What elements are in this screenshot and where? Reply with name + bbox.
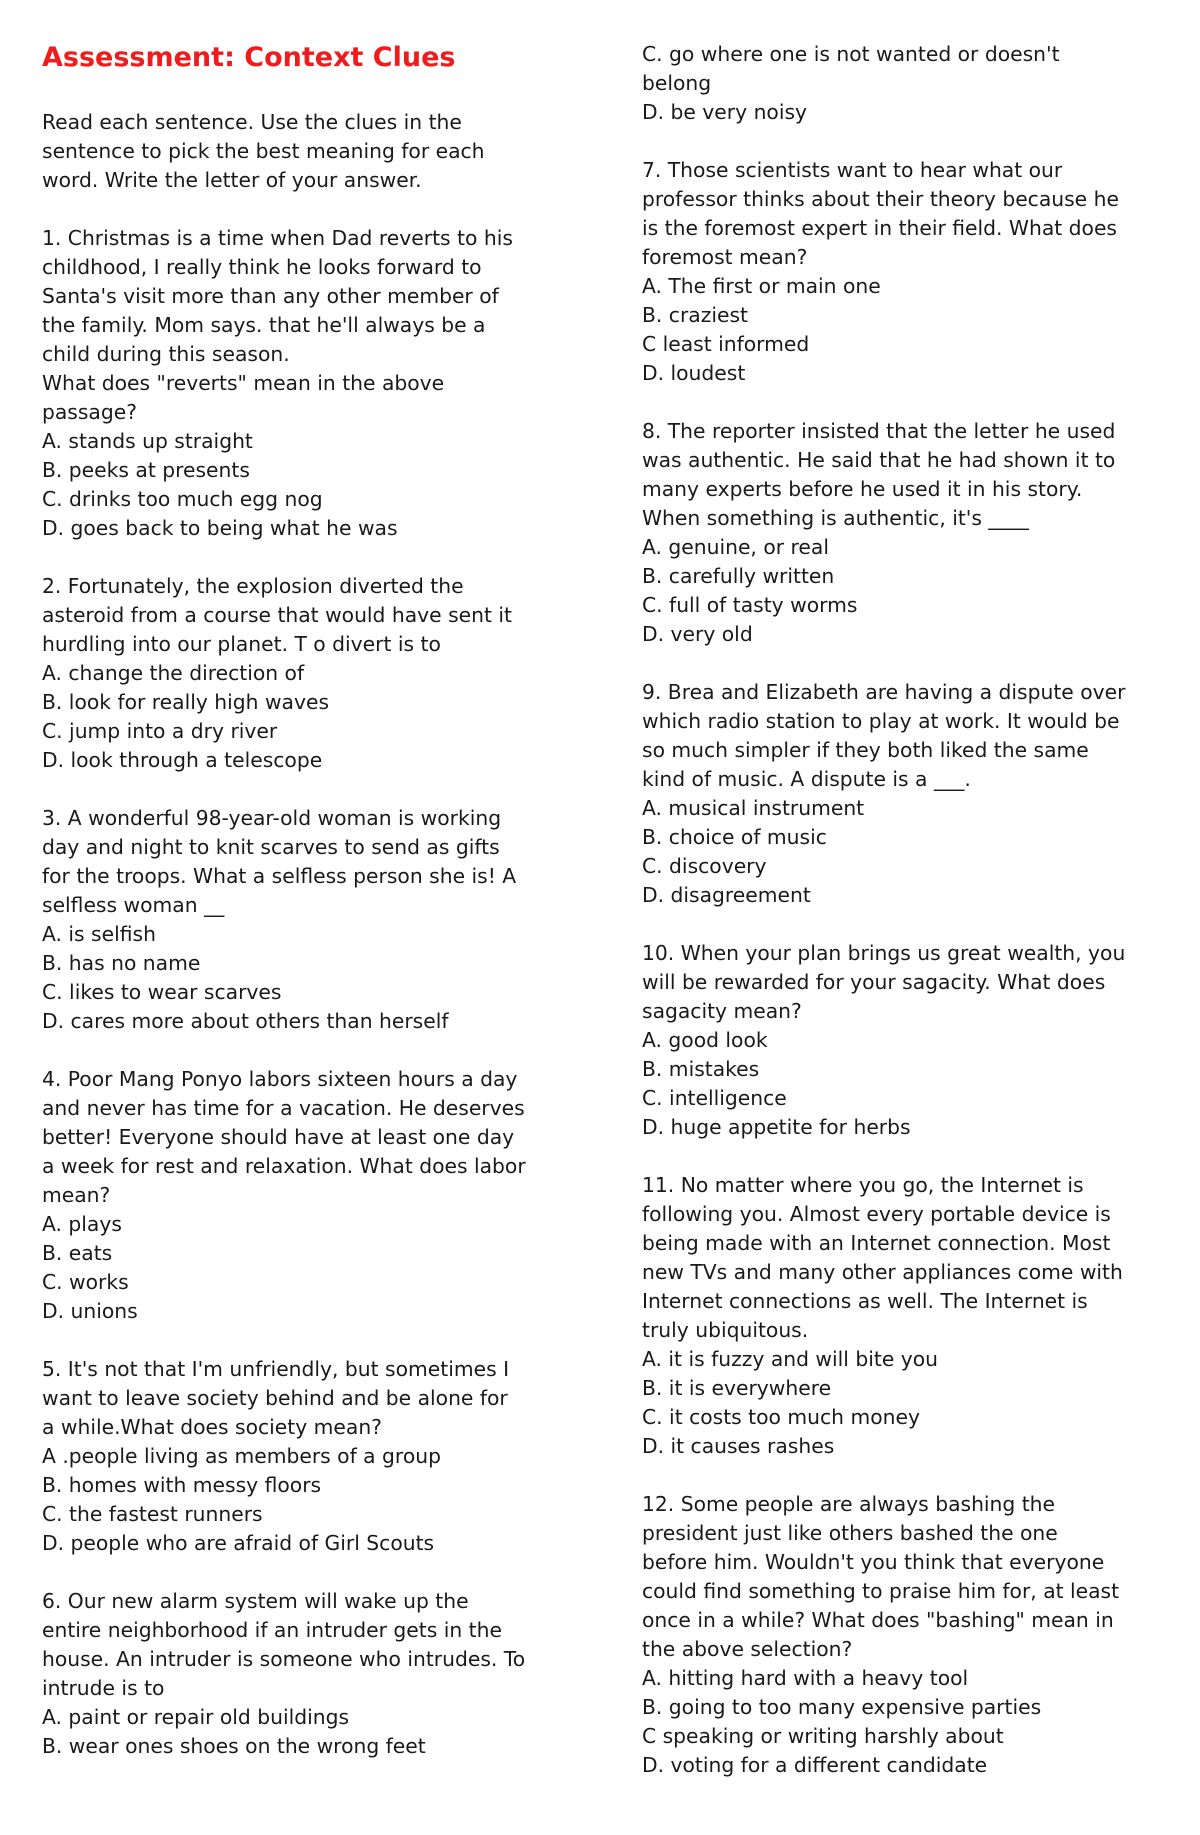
- question-text-line: is the foremost expert in their field. What does: [642, 216, 1117, 240]
- answer-option: D. be very noisy: [642, 100, 808, 124]
- question-text-line: a week for rest and relaxation. What does labor: [42, 1154, 526, 1178]
- question-text-line: which radio station to play at work. It would be: [642, 709, 1120, 733]
- instructions-line: word. Write the letter of your answer.: [42, 168, 422, 192]
- answer-option: D. disagreement: [642, 883, 811, 907]
- question-text-line: Internet connections as well. The Internet is: [642, 1289, 1088, 1313]
- question-text-line: and never has time for a vacation. He deserves: [42, 1096, 525, 1120]
- question-text-line: 12. Some people are always bashing the: [642, 1492, 1056, 1516]
- answer-option: B. craziest: [642, 303, 749, 327]
- answer-option: B. look for really high waves: [42, 690, 330, 714]
- question-text-line: could find something to praise him for, at least: [642, 1579, 1120, 1603]
- answer-option: A. stands up straight: [42, 429, 253, 453]
- question-text-line: so much simpler if they both liked the same: [642, 738, 1089, 762]
- question-text-line: will be rewarded for your sagacity. What does: [642, 970, 1106, 994]
- question-block: [42, 1587, 582, 1761]
- question-text-line: 4. Poor Mang Ponyo labors sixteen hours a day: [42, 1067, 518, 1091]
- right-question-list: [642, 40, 1167, 1780]
- question-block: [42, 224, 582, 543]
- left-question-list: [42, 224, 582, 1761]
- answer-option: A. The first or main one: [642, 274, 881, 298]
- answer-option: C. jump into a dry river: [42, 719, 278, 743]
- left-column: [42, 40, 582, 1761]
- question-text-line: following you. Almost every portable device is: [642, 1202, 1111, 1226]
- answer-option: A .people living as members of a group: [42, 1444, 441, 1468]
- question-text-line: kind of music. A dispute is a ___.: [642, 767, 971, 791]
- question-text-line: 6. Our new alarm system will wake up the: [42, 1589, 469, 1613]
- question-text-line: 3. A wonderful 98-year-old woman is working: [42, 806, 502, 830]
- question-text-line: once in a while? What does "bashing" mean in: [642, 1608, 1114, 1632]
- question-text-line: president just like others bashed the one: [642, 1521, 1058, 1545]
- answer-option: A. good look: [642, 1028, 768, 1052]
- question-text-line: hurdling into our planet. T o divert is to: [42, 632, 441, 656]
- question-text-line: better! Everyone should have at least one day: [42, 1125, 515, 1149]
- question-block: [642, 40, 1167, 127]
- answer-option: D. cares more about others than herself: [42, 1009, 449, 1033]
- answer-option: B. peeks at presents: [42, 458, 250, 482]
- question-text-line: the above selection?: [642, 1637, 853, 1661]
- question-text-line: new TVs and many other appliances come with: [642, 1260, 1123, 1284]
- answer-option: A. change the direction of: [42, 661, 305, 685]
- question-text-line: 8. The reporter insisted that the letter he used: [642, 419, 1116, 443]
- question-text-line: What does "reverts" mean in the above: [42, 371, 445, 395]
- answer-option: D. people who are afraid of Girl Scouts: [42, 1531, 435, 1555]
- question-text-line: 11. No matter where you go, the Internet is: [642, 1173, 1084, 1197]
- answer-option: C. discovery: [642, 854, 767, 878]
- answer-option: A. it is fuzzy and will bite you: [642, 1347, 939, 1371]
- answer-option: D. voting for a different candidate: [642, 1753, 988, 1777]
- question-text-line: 7. Those scientists want to hear what our: [642, 158, 1063, 182]
- answer-option: B. homes with messy floors: [42, 1473, 322, 1497]
- question-text-line: selfless woman __: [42, 893, 225, 917]
- answer-option: D. loudest: [642, 361, 746, 385]
- answer-option: D. it causes rashes: [642, 1434, 835, 1458]
- answer-option: B. wear ones shoes on the wrong feet: [42, 1734, 426, 1758]
- answer-option: C least informed: [642, 332, 810, 356]
- question-text-line: sagacity mean?: [642, 999, 802, 1023]
- question-block: [42, 1355, 582, 1558]
- question-text-line: was authentic. He said that he had shown it to: [642, 448, 1116, 472]
- question-text-line: want to leave society behind and be alone for: [42, 1386, 508, 1410]
- question-text-line: entire neighborhood if an intruder gets in the: [42, 1618, 502, 1642]
- answer-option: A. paint or repair old buildings: [42, 1705, 350, 1729]
- answer-option: B. mistakes: [642, 1057, 760, 1081]
- answer-option: C. drinks too much egg nog: [42, 487, 323, 511]
- question-text-line: When something is authentic, it's ____: [642, 506, 1029, 530]
- question-block: [42, 1065, 582, 1326]
- question-block: [642, 678, 1167, 910]
- answer-option: B. has no name: [42, 951, 201, 975]
- answer-option: B. going to too many expensive parties: [642, 1695, 1042, 1719]
- answer-option: C speaking or writing harshly about: [642, 1724, 1004, 1748]
- answer-option: B. carefully written: [642, 564, 835, 588]
- question-block: [642, 156, 1167, 388]
- answer-option: C. likes to wear scarves: [42, 980, 282, 1004]
- question-text-line: mean?: [42, 1183, 111, 1207]
- answer-option: B. eats: [42, 1241, 113, 1265]
- question-text-line: before him. Wouldn't you think that everyone: [642, 1550, 1105, 1574]
- question-text-line: the family. Mom says. that he'll always be a: [42, 313, 486, 337]
- answer-option: C. the fastest runners: [42, 1502, 263, 1526]
- question-block: [642, 1171, 1167, 1461]
- question-text-line: passage?: [42, 400, 137, 424]
- answer-option: D. goes back to being what he was: [42, 516, 398, 540]
- question-text-line: truly ubiquitous.: [642, 1318, 809, 1342]
- answer-option: A. is selfish: [42, 922, 156, 946]
- question-text-line: for the troops. What a selfless person she is! A: [42, 864, 517, 888]
- question-text-line: being made with an Internet connection. Most: [642, 1231, 1111, 1255]
- question-block: [642, 417, 1167, 649]
- question-text-line: C. go where one is not wanted or doesn't: [642, 42, 1060, 66]
- instructions-line: sentence to pick the best meaning for each: [42, 139, 485, 163]
- page-title: Assessment: Context Clues: [42, 42, 456, 73]
- question-block: [642, 1490, 1167, 1780]
- instructions: [42, 108, 582, 195]
- question-text-line: foremost mean?: [642, 245, 808, 269]
- question-text-line: a while.What does society mean?: [42, 1415, 382, 1439]
- question-text-line: 10. When your plan brings us great wealth, you: [642, 941, 1126, 965]
- question-text-line: 9. Brea and Elizabeth are having a dispute over: [642, 680, 1126, 704]
- answer-option: D. look through a telescope: [42, 748, 323, 772]
- question-text-line: 5. It's not that I'm unfriendly, but sometimes I: [42, 1357, 510, 1381]
- right-column: [642, 40, 1167, 1780]
- question-text-line: asteroid from a course that would have sent it: [42, 603, 512, 627]
- question-text-line: professor thinks about their theory because he: [642, 187, 1119, 211]
- question-text-line: belong: [642, 71, 712, 95]
- answer-option: C. it costs too much money: [642, 1405, 920, 1429]
- question-text-line: 2. Fortunately, the explosion diverted the: [42, 574, 464, 598]
- answer-option: A. plays: [42, 1212, 122, 1236]
- instructions-line: Read each sentence. Use the clues in the: [42, 110, 462, 134]
- answer-option: D. huge appetite for herbs: [642, 1115, 911, 1139]
- answer-option: A. musical instrument: [642, 796, 865, 820]
- answer-option: A. hitting hard with a heavy tool: [642, 1666, 969, 1690]
- question-text-line: childhood, I really think he looks forward to: [42, 255, 482, 279]
- question-block: [42, 804, 582, 1036]
- question-block: [642, 939, 1167, 1142]
- question-block: [42, 572, 582, 775]
- answer-option: C. works: [42, 1270, 129, 1294]
- answer-option: C. intelligence: [642, 1086, 787, 1110]
- question-text-line: day and night to knit scarves to send as gifts: [42, 835, 500, 859]
- question-text-line: 1. Christmas is a time when Dad reverts to his: [42, 226, 513, 250]
- question-text-line: house. An intruder is someone who intrudes. To: [42, 1647, 526, 1671]
- answer-option: D. unions: [42, 1299, 138, 1323]
- answer-option: B. choice of music: [642, 825, 827, 849]
- question-text-line: child during this season.: [42, 342, 290, 366]
- answer-option: B. it is everywhere: [642, 1376, 832, 1400]
- question-text-line: Santa's visit more than any other member of: [42, 284, 499, 308]
- answer-option: C. full of tasty worms: [642, 593, 858, 617]
- question-text-line: intrude is to: [42, 1676, 165, 1700]
- answer-option: D. very old: [642, 622, 753, 646]
- question-text-line: many experts before he used it in his story.: [642, 477, 1083, 501]
- answer-option: A. genuine, or real: [642, 535, 829, 559]
